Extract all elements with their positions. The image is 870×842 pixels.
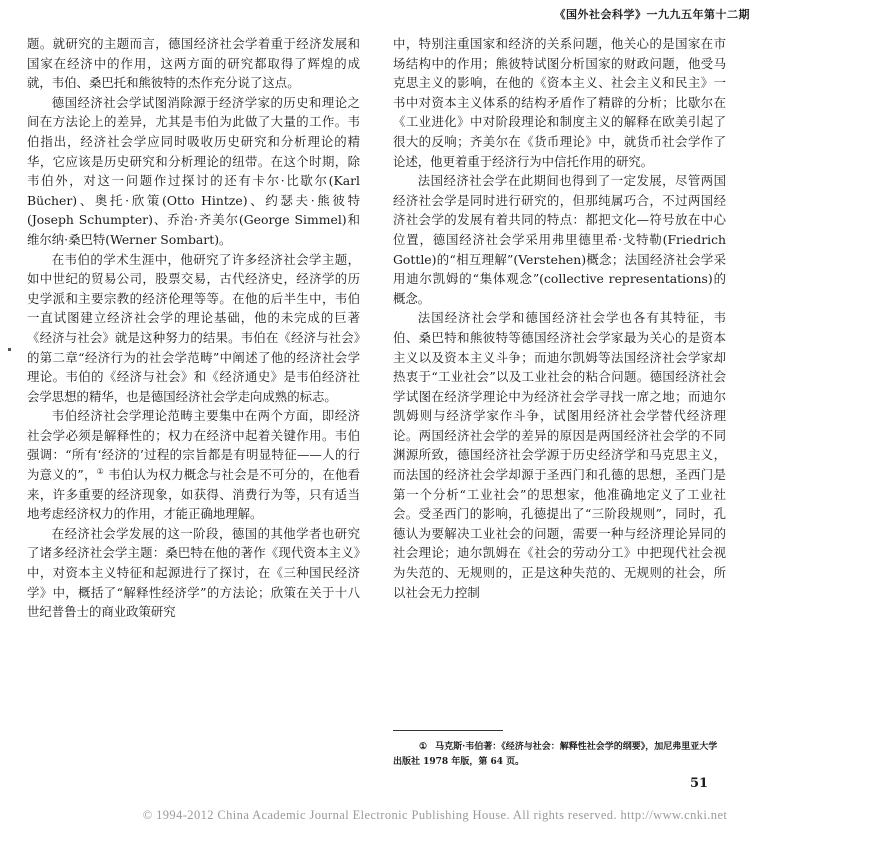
right-column bbox=[393, 34, 726, 602]
footnote bbox=[393, 740, 726, 770]
paragraph: 法国经济社会学和德国经济社会学也各有其特征，韦伯、桑巴特和熊彼特等德国经济社会学家最为关心的是资本主义以及资本主义斗争；而迪尔凯姆等法国经济社会学家却热衷于“工业社会”以及工业社会的粘合问题。德国经济社会学试图在经济学理论中为经济社会学寻找一席之地；而迪尔凯姆则与经济学家作斗争，试图用经济社会学替代经济理论。两国经济社会学的差异的原因是两国经济社会学的不同渊源所致，德国经济社会学源于历史经济学和马克思主义，而法国的经济社会学却源于圣西门和孔德的思想，圣西门是第一个分析“工业社会”的思想家，他准确地定义了工业社会。受圣西门的影响，孔德提出了“三阶段规则”，同时，孔德认为要解决工业社会的问题，需要一种与经济理论异同的社会理论；迪尔凯姆在《社会的劳动分工》中把现代社会视为失范的、无规则的，正是这种失范的、无规则的社会，所以社会无力控制 bbox=[393, 310, 726, 600]
paragraph: 题。就研究的主题而言，德国经济社会学着重于经济发展和国家在经济中的作用，这两方面的研究都取得了辉煌的成就，韦伯、桑巴托和熊彼特的杰作充分说了这点。 bbox=[27, 36, 360, 91]
paragraph: 在经济社会学发展的这一阶段，德国的其他学者也研究了诸多经济社会学主题：桑巴特在他的著作《现代资本主义》中，对资本主义特征和起源进行了探讨，在《三种国民经济学》中，概括了“解释性经济学”的方法论；欣策在关于十八世纪普鲁士的商业政策研究 bbox=[27, 525, 360, 620]
footnote-divider bbox=[393, 730, 503, 731]
footnote-marker: ① bbox=[419, 742, 428, 752]
paragraph-text: 韦伯认为权力概念与社会是不可分的，在他看来，许多重要的经济现象，如获得、消费行为等，只有适当地考虑经济权力的作用，才能正确地理解。 bbox=[27, 467, 360, 522]
page-number: 51 bbox=[690, 776, 709, 791]
footnote-text: 马克斯·韦伯著：《经济与社会：解释性社会学的纲要》，加尼弗里亚大学出版社 1978 年版，第 64 页。 bbox=[393, 742, 718, 767]
paragraph-text: 韦伯经济社会学理论范畴主要集中在两个方面，即经济社会学必须是解释性的；权力在经济中起着关键作用。韦伯强调：“所有‘经济的’过程的宗旨都是有明显特征——人的行为意义的”， bbox=[27, 408, 360, 483]
left-column bbox=[27, 34, 360, 622]
paragraph: 在韦伯的学术生涯中，他研究了许多经济社会学主题，如中世纪的贸易公司，股票交易，古代经济史，经济学的历史学派和主要宗教的经济伦理等等。在他的后半生中，韦伯一直试图建立经济社会学的理论基础，他的未完成的巨著《经济与社会》就是这种努力的结果。韦伯在《经济与社会》的第二章“经济行为的社会学范畴”中阐述了他的经济社会学理论。韦伯的《经济与社会》和《经济通史》是韦伯经济社会学思想的精华，也是德国经济社会学走向成熟的标志。 bbox=[27, 251, 360, 404]
paragraph: 德国经济社会学试图消除源于经济学家的历史和理论之间在方法论上的差异，尤其是韦伯为此做了大量的工作。韦伯指出，经济社会学应同时吸收历史研究和分析理论的精华，它应该是历史研究和分析理论的纽带。在这个时期，除韦伯外，对这一问题作过探讨的还有卡尔·比歇尔(Karl Bücher)、奥托·欣策(Otto Hintze)、约瑟夫·熊彼特(Joseph Schumpter)、乔治·齐美尔(George Simmel)和维尔纳·桑巴特(Werner Sombart)。 bbox=[27, 94, 360, 247]
paragraph: 中，特别注重国家和经济的关系问题，他关心的是国家在市场结构中的作用；熊彼特试图分析国家的财政问题，他受马克思主义的影响，在他的《资本主义、社会主义和民主》一书中对资本主义体系的结构矛盾作了精辟的分析；比歇尔在《工业进化》中对阶段理论和制度主义的解释在欧美引起了很大的反响；齐美尔在《货币理论》中，就货币社会学作了论述，他更着重于经济行为中信托作用的研究。 bbox=[393, 36, 726, 169]
paragraph bbox=[27, 406, 360, 524]
footnote-reference: ① bbox=[96, 466, 104, 476]
paragraph: 法国经济社会学在此期间也得到了一定发展，尽管两国经济社会学是同时进行研究的，但那纯属巧合，不过两国经济社会学的发展有着共同的特点：都把文化—符号放在中心位置，德国经济社会学采用弗里德里希·戈特勒(Friedrich Gottle)的“相互理解”(Verstehen)概念；法国经济社会学采用迪尔凯姆的“集体观念”(collective representations)的概念。 bbox=[393, 173, 726, 306]
scan-artifact-dot bbox=[8, 348, 11, 351]
copyright-notice: © 1994-2012 China Academic Journal Electronic Publishing House. All rights reserved. http://www.cnki.net bbox=[142, 808, 728, 822]
journal-header: 《国外社会科学》一九九五年第十二期 bbox=[554, 8, 750, 21]
